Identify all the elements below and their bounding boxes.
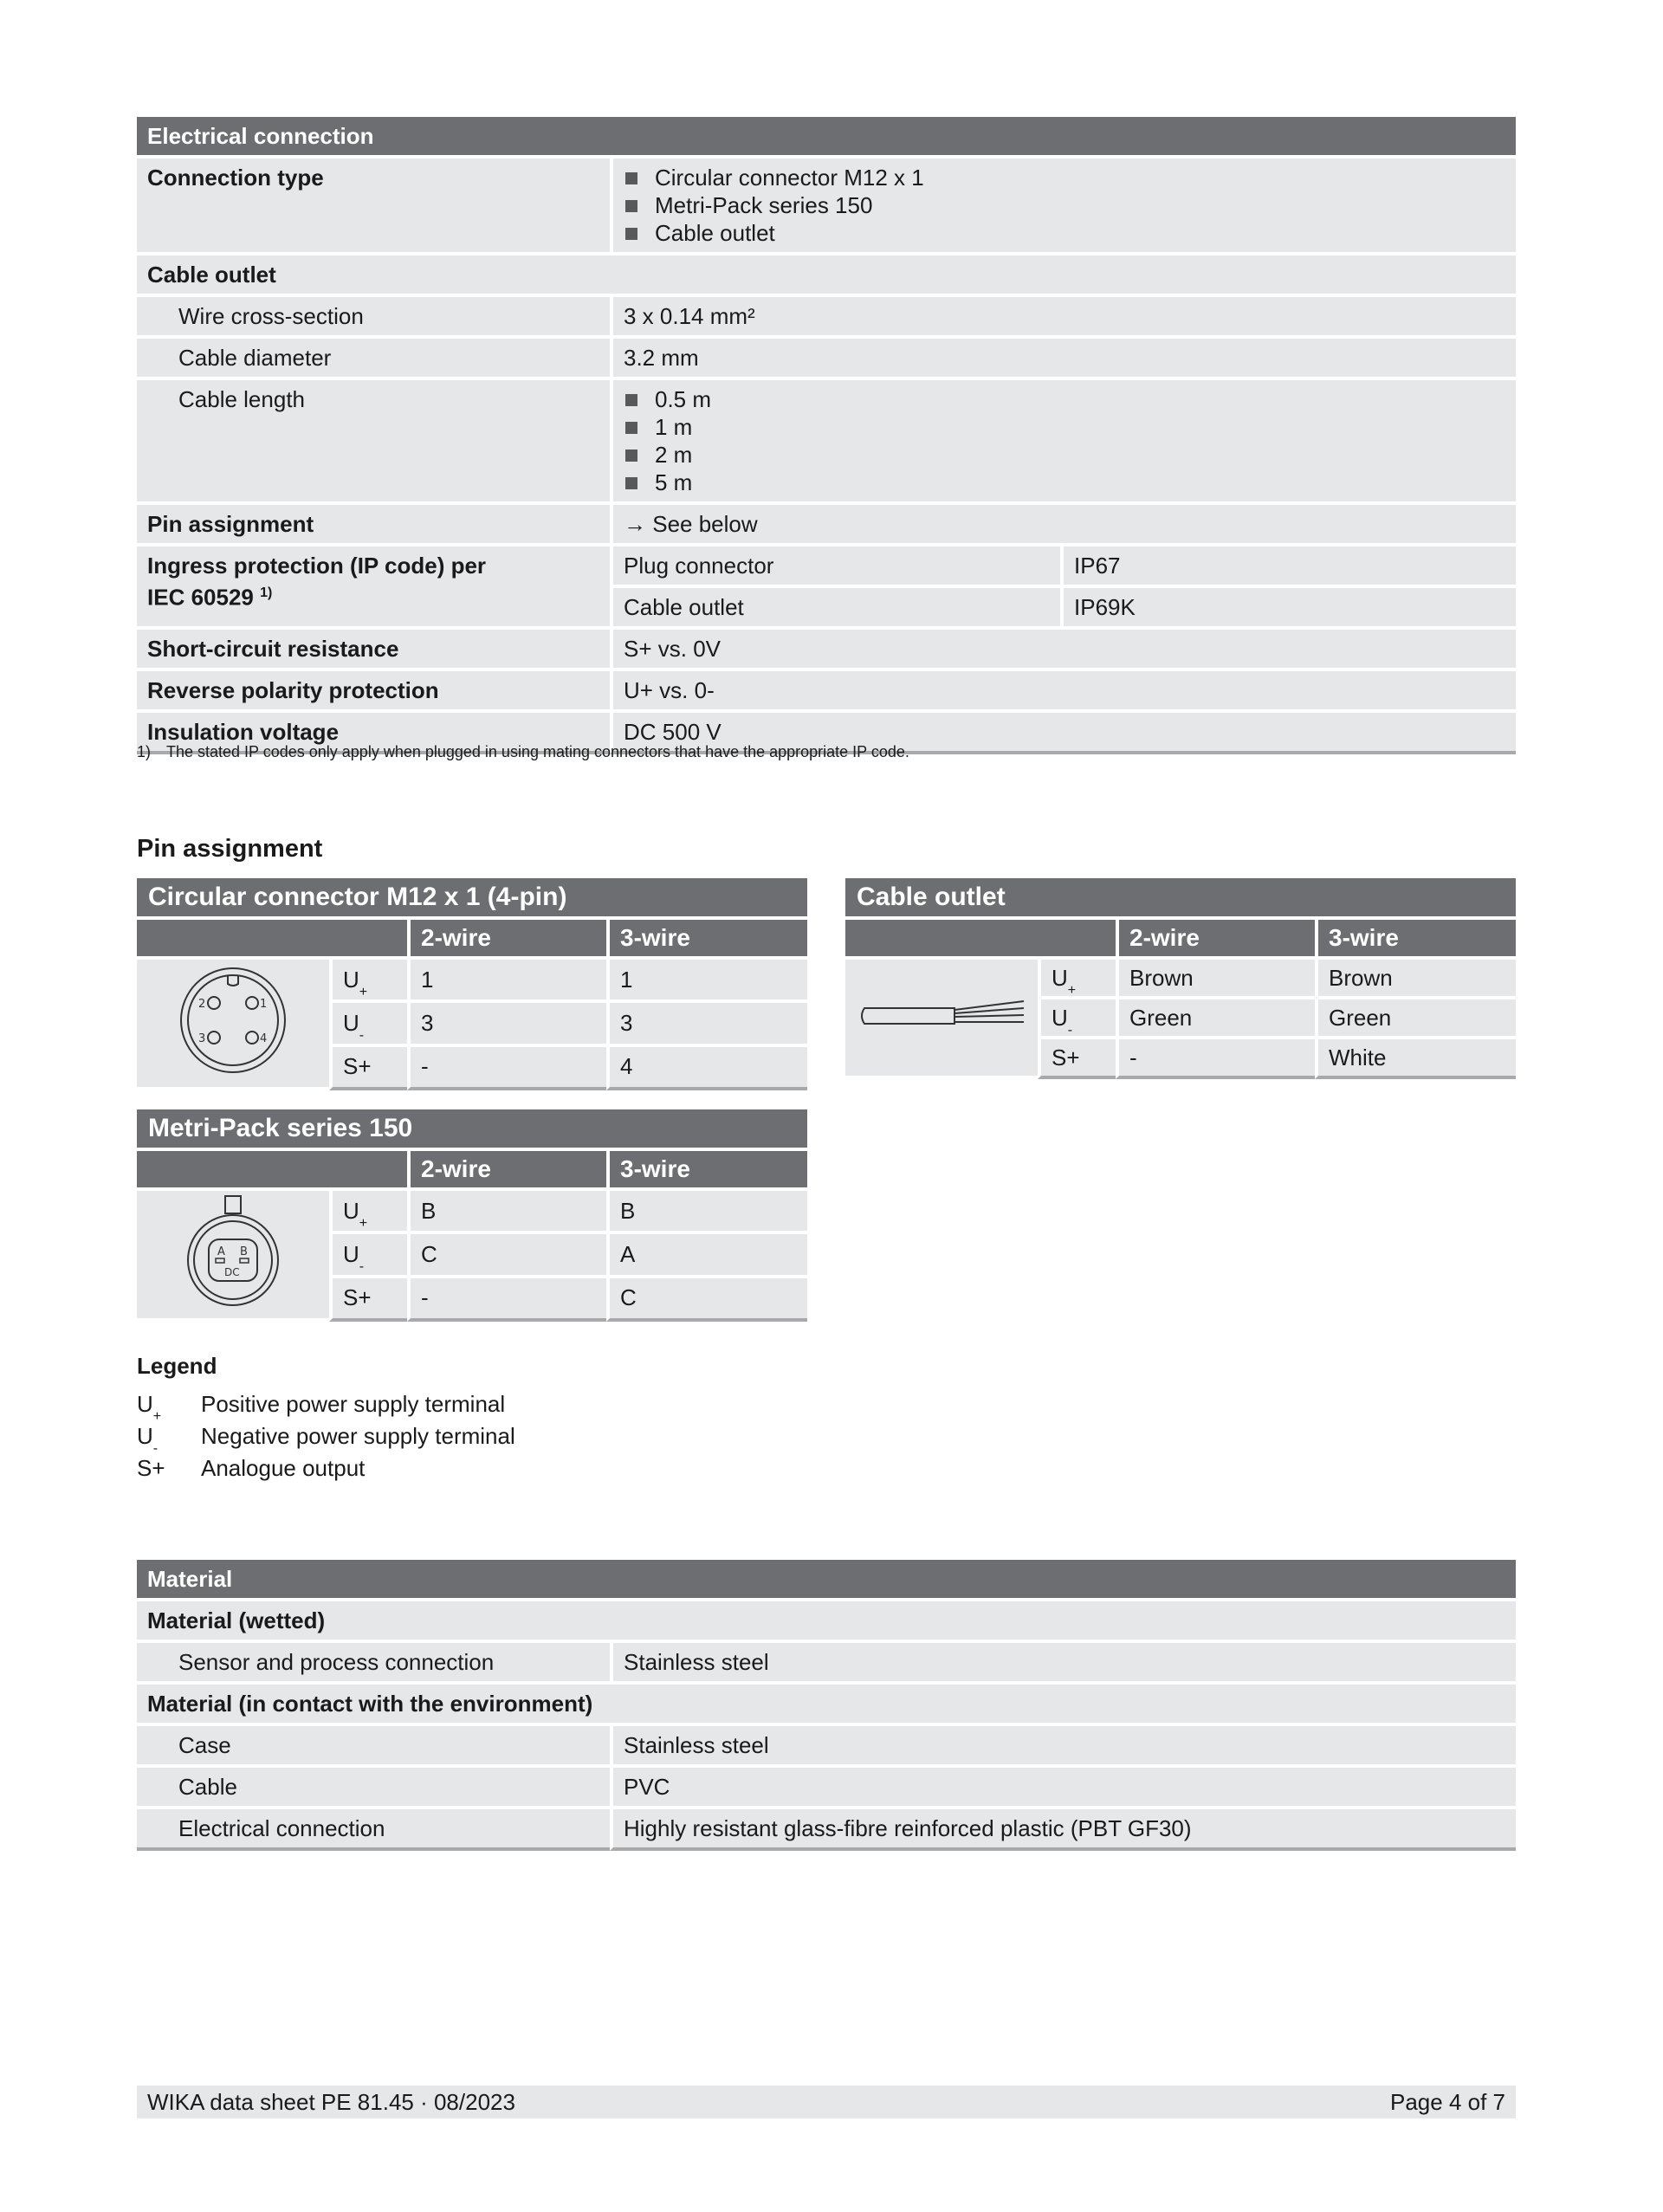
legend-symbol: $U_+$	[137, 1391, 162, 1424]
ingress-row-name: Cable outlet	[610, 588, 1060, 626]
footnote-text: The stated IP codes only apply when plugged in using mating connectors that have the appropriate IP code.	[166, 743, 909, 760]
cable-diameter-label: Cable diameter	[137, 339, 610, 377]
header-spacer	[845, 920, 1116, 960]
electrical-connection-title: Electrical connection	[137, 117, 1516, 155]
legend-symbol: S+	[137, 1455, 165, 1481]
short-circuit-value: S+ vs. 0V	[610, 630, 1516, 668]
pin-2-wire: 1	[407, 960, 606, 1003]
electrical-connection-material-label: Electrical connection	[137, 1809, 610, 1851]
case-label: Case	[137, 1726, 610, 1764]
reverse-polarity-label: Reverse polarity protection	[137, 671, 610, 709]
insulation-voltage-value: DC 500 V	[610, 713, 1516, 754]
list-item: 0.5 m	[624, 385, 1505, 413]
pin-symbol: S+	[329, 1278, 407, 1322]
material-title: Material	[137, 1560, 1516, 1598]
list-item: 5 m	[624, 469, 1505, 496]
material-environment-label: Material (in contact with the environment)	[137, 1685, 1516, 1723]
col-2-wire: 2-wire	[1116, 920, 1315, 960]
cable-length-value	[610, 380, 1516, 501]
electrical-connection-material-value: Highly resistant glass-fibre reinforced plastic (PBT GF30)	[610, 1809, 1516, 1851]
reverse-polarity-value: U+ vs. 0-	[610, 671, 1516, 709]
connection-type-label: Connection type	[137, 158, 610, 252]
pin-3-wire: 1	[606, 960, 807, 1003]
cable-label: Cable	[137, 1768, 610, 1806]
footnote-number: 1)	[137, 743, 152, 760]
list-item: Cable outlet	[624, 219, 1505, 247]
pin-2-wire: -	[407, 1278, 606, 1322]
m12-pin-table	[137, 878, 807, 1090]
svg-text:A: A	[217, 1245, 225, 1258]
cable-outlet-title: Cable outlet	[845, 878, 1516, 920]
list-item: Metri-Pack series 150	[624, 191, 1505, 219]
legend	[137, 1353, 515, 1484]
pin-2-wire: C	[407, 1234, 606, 1277]
legend-symbol: $U_-$	[137, 1423, 159, 1456]
list-item: 1 m	[624, 413, 1505, 441]
m12-connector-icon	[172, 960, 294, 1081]
pin-assignment-value: → See below	[610, 505, 1516, 543]
pin-symbol: S+	[329, 1047, 407, 1090]
pin-3-wire: 3	[606, 1003, 807, 1046]
svg-text:B: B	[240, 1245, 248, 1258]
pin-symbol: $U_+$	[1038, 960, 1116, 999]
list-item: Circular connector M12 x 1	[624, 164, 1505, 191]
ingress-label-line1: Ingress protection (IP code) per	[147, 553, 487, 579]
pin-assignment-heading: Pin assignment	[137, 835, 323, 863]
cable-length-label: Cable length	[137, 380, 610, 501]
svg-text:4: 4	[260, 1032, 268, 1045]
sensor-process-label: Sensor and process connection	[137, 1643, 610, 1681]
cable-outlet-label: Cable outlet	[137, 255, 1516, 294]
legend-item	[137, 1388, 515, 1424]
legend-text: Negative power supply terminal	[201, 1423, 515, 1449]
short-circuit-label: Short-circuit resistance	[137, 630, 610, 668]
insulation-voltage-label: Insulation voltage	[137, 713, 610, 754]
cable-diameter-value: 3.2 mm	[610, 339, 1516, 377]
pin-3-wire: 4	[606, 1047, 807, 1090]
wire-3-color: Green	[1315, 999, 1516, 1039]
ingress-row-name: Plug connector	[610, 547, 1060, 585]
legend-text: Positive power supply terminal	[201, 1391, 506, 1417]
col-3-wire: 3-wire	[606, 920, 807, 960]
pin-3-wire: B	[606, 1191, 807, 1234]
footnote	[137, 743, 909, 761]
wire-2-color: Green	[1116, 999, 1315, 1039]
wire-cross-section-label: Wire cross-section	[137, 297, 610, 335]
case-value: Stainless steel	[610, 1726, 1516, 1764]
wire-cross-section-value: 3 x 0.14 mm²	[610, 297, 1516, 335]
footer-document-id: WIKA data sheet PE 81.45 · 08/2023	[147, 2088, 515, 2115]
pin-symbol: $U_-$	[329, 1234, 407, 1277]
pin-symbol: $U_-$	[329, 1003, 407, 1046]
footer-page-number: Page 4 of 7	[1390, 2088, 1505, 2115]
wire-2-color: -	[1116, 1039, 1315, 1079]
svg-text:1: 1	[260, 998, 268, 1011]
pin-symbol: $U_-$	[1038, 999, 1116, 1039]
ingress-protection-label	[137, 547, 610, 626]
pin-3-wire: A	[606, 1234, 807, 1277]
list-item: 2 m	[624, 441, 1505, 469]
cable-outlet-pin-table	[845, 878, 1516, 1079]
header-spacer	[137, 920, 407, 960]
electrical-connection-table	[137, 113, 1516, 758]
pin-symbol: S+	[1038, 1039, 1116, 1079]
legend-item	[137, 1420, 515, 1456]
cable-icon	[851, 989, 1032, 1041]
pin-2-wire: B	[407, 1191, 606, 1234]
ingress-label-line2: IEC 60529	[147, 584, 254, 611]
pin-3-wire: C	[606, 1278, 807, 1322]
col-3-wire: 3-wire	[606, 1151, 807, 1191]
ingress-row-value: IP69K	[1060, 588, 1516, 626]
pin-2-wire: 3	[407, 1003, 606, 1046]
m12-connector-drawing	[137, 960, 329, 1090]
col-3-wire: 3-wire	[1315, 920, 1516, 960]
m12-title: Circular connector M12 x 1 (4-pin)	[137, 878, 807, 920]
metripack-pin-table	[137, 1109, 807, 1322]
legend-title: Legend	[137, 1353, 217, 1379]
header-spacer	[137, 1151, 407, 1191]
ingress-row-value: IP67	[1060, 547, 1516, 585]
material-table	[137, 1556, 1516, 1854]
cable-value: PVC	[610, 1768, 1516, 1806]
col-2-wire: 2-wire	[407, 1151, 606, 1191]
wire-3-color: Brown	[1315, 960, 1516, 999]
metripack-connector-icon	[172, 1191, 294, 1312]
page-footer	[137, 2086, 1516, 2118]
svg-text:DC: DC	[224, 1266, 240, 1278]
connection-type-value	[610, 158, 1516, 252]
col-2-wire: 2-wire	[407, 920, 606, 960]
svg-text:3: 3	[198, 1032, 206, 1045]
wire-2-color: Brown	[1116, 960, 1315, 999]
pin-symbol: $U_+$	[329, 1191, 407, 1234]
wire-3-color: White	[1315, 1039, 1516, 1079]
material-wetted-label: Material (wetted)	[137, 1601, 1516, 1640]
pin-2-wire: -	[407, 1047, 606, 1090]
pin-assignment-label: Pin assignment	[137, 505, 610, 543]
legend-text: Analogue output	[201, 1455, 366, 1481]
svg-text:2: 2	[198, 998, 206, 1011]
cable-drawing	[845, 960, 1038, 1079]
metripack-connector-drawing	[137, 1191, 329, 1322]
footnote-ref: 1)	[260, 585, 273, 600]
metripack-title: Metri-Pack series 150	[137, 1109, 807, 1151]
sensor-process-value: Stainless steel	[610, 1643, 1516, 1681]
pin-symbol: $U_+$	[329, 960, 407, 1003]
legend-item	[137, 1452, 515, 1484]
